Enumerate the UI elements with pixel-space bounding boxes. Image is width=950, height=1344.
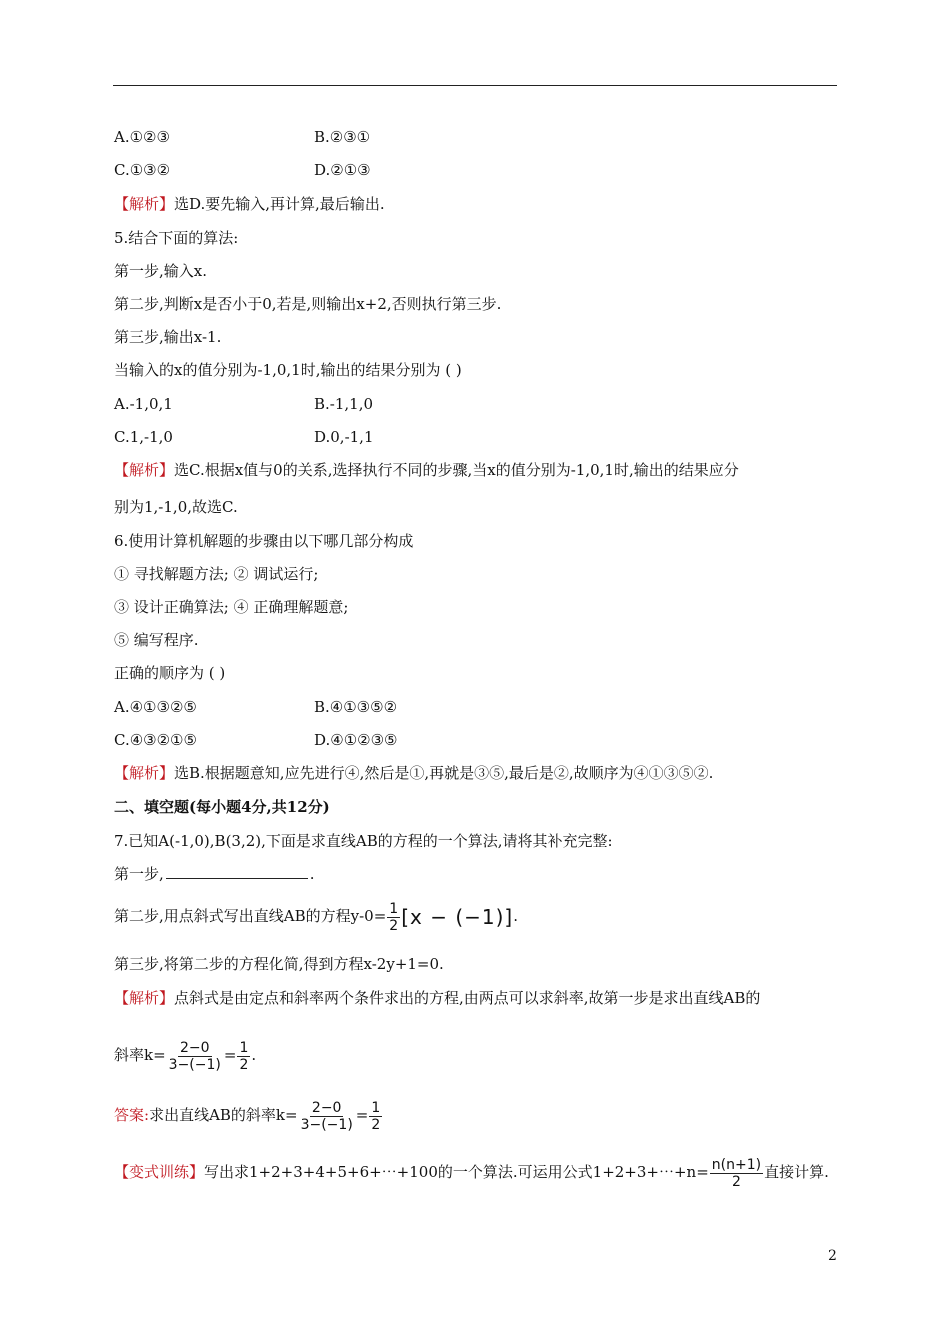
q7-stem: 7.已知A(-1,0),B(3,2),下面是求直线AB的方程的一个算法,请将其补充完整:	[114, 832, 613, 850]
fraction-denominator: 2	[389, 917, 399, 934]
q6-items-1-2: ① 寻找解题方法; ② 调试运行;	[114, 565, 319, 583]
fraction	[299, 1100, 355, 1133]
q6-option-a: A.④①③②⑤	[114, 698, 197, 716]
q5-question: 当输入的x的值分别为-1,0,1时,输出的结果分别为 ( )	[114, 361, 462, 379]
q5-option-a: A.-1,0,1	[114, 395, 173, 413]
fraction-denominator: 3−(−1)	[168, 1056, 221, 1073]
q7-step2-period: .	[513, 907, 518, 925]
q7-step1-label: 第一步,	[114, 865, 164, 883]
fraction-denominator: 2	[371, 1116, 381, 1133]
q7-step2-label: 第二步,用点斜式写出直线AB的方程y-0=	[114, 907, 387, 925]
q6-option-d: D.④①②③⑤	[314, 731, 398, 749]
q6-stem: 6.使用计算机解题的步骤由以下哪几部分构成	[114, 532, 414, 550]
slope-period: .	[251, 1046, 257, 1064]
q4-options-row2	[114, 160, 371, 180]
analysis-tag: 【解析】	[114, 461, 175, 479]
variant-text: 写出求1+2+3+4+5+6+⋯+100的一个算法.可运用公式1+2+3+⋯+n=	[204, 1163, 709, 1181]
q5-options-row1	[114, 394, 374, 414]
fraction-numerator: 1	[389, 900, 399, 917]
equals-sign: =	[223, 1046, 237, 1064]
fraction-numerator: 1	[371, 1099, 381, 1116]
fraction	[167, 1040, 223, 1073]
q5-step3: 第三步,输出x-1.	[114, 328, 222, 346]
fraction-denominator: 2	[731, 1173, 741, 1190]
q6-question: 正确的顺序为 ( )	[114, 664, 226, 682]
slope-label: 斜率k=	[114, 1046, 166, 1064]
q5-analysis-line2: 别为1,-1,0,故选C.	[114, 498, 238, 516]
variant-tag: 【变式训练】	[114, 1163, 205, 1181]
fraction	[387, 901, 400, 934]
q4-option-c: C.①③②	[114, 161, 171, 179]
q7-step1	[114, 864, 315, 884]
fraction-denominator: 3−(−1)	[300, 1116, 353, 1133]
q4-analysis	[114, 194, 385, 214]
q5-step1: 第一步,输入x.	[114, 262, 207, 280]
q5-option-d: D.0,-1,1	[314, 428, 374, 446]
q5-analysis-line1	[114, 460, 739, 480]
q6-item-5: ⑤ 编写程序.	[114, 631, 199, 649]
analysis-tag: 【解析】	[114, 989, 175, 1007]
variant-suffix: 直接计算.	[764, 1163, 829, 1181]
page-number: 2	[828, 1248, 837, 1264]
q6-items-3-4: ③ 设计正确算法; ④ 正确理解题意;	[114, 598, 349, 616]
analysis-text: 选D.要先输入,再计算,最后输出.	[174, 195, 385, 213]
fraction-numerator: 2−0	[311, 1099, 342, 1116]
q7-step1-period: .	[309, 865, 315, 883]
q5-options-row2	[114, 427, 374, 447]
q4-option-a: A.①②③	[114, 128, 170, 146]
q5-option-b: B.-1,1,0	[314, 395, 374, 413]
bracket-expression: [x − (−1)]	[401, 905, 514, 929]
fraction-numerator: n(n+1)	[711, 1156, 762, 1173]
answer-blank	[166, 864, 308, 879]
analysis-tag: 【解析】	[114, 764, 175, 782]
q7-analysis	[114, 988, 760, 1008]
fraction	[237, 1040, 250, 1073]
fraction	[710, 1157, 763, 1190]
answer-tag: 答案:	[114, 1106, 150, 1124]
q6-analysis	[114, 763, 713, 783]
answer-text: 求出直线AB的斜率k=	[149, 1106, 298, 1124]
fraction-numerator: 1	[239, 1039, 249, 1056]
analysis-text: 选C.根据x值与0的关系,选择执行不同的步骤,当x的值分别为-1,0,1时,输出的结果应分	[174, 461, 739, 479]
variant-training	[114, 1152, 829, 1192]
q7-step2	[114, 898, 518, 935]
q7-step3: 第三步,将第二步的方程化简,得到方程x-2y+1=0.	[114, 955, 444, 973]
q5-step2: 第二步,判断x是否小于0,若是,则输出x+2,否则执行第三步.	[114, 295, 502, 313]
q6-option-b: B.④①③⑤②	[314, 698, 398, 716]
analysis-text: 点斜式是由定点和斜率两个条件求出的方程,由两点可以求斜率,故第一步是求出直线AB的	[174, 989, 761, 1007]
q7-answer-line	[114, 1095, 383, 1135]
fraction	[369, 1100, 382, 1133]
section-heading: 二、填空题(每小题4分,共12分)	[114, 798, 330, 816]
q5-stem: 5.结合下面的算法:	[114, 229, 239, 247]
analysis-text: 选B.根据题意知,应先进行④,然后是①,再就是③⑤,最后是②,故顺序为④①③⑤②.	[174, 764, 714, 782]
analysis-tag: 【解析】	[114, 195, 175, 213]
header-rule	[113, 85, 837, 86]
q4-option-b: B.②③①	[314, 128, 371, 146]
q5-option-c: C.1,-1,0	[114, 428, 173, 446]
q4-option-d: D.②①③	[314, 161, 371, 179]
q4-options-row1	[114, 127, 371, 147]
q6-options-row1	[114, 697, 398, 717]
q6-option-c: C.④③②①⑤	[114, 731, 197, 749]
q7-slope-line	[114, 1035, 256, 1075]
fraction-denominator: 2	[239, 1056, 249, 1073]
fraction-numerator: 2−0	[180, 1039, 210, 1056]
equals-sign: =	[355, 1106, 369, 1124]
q6-options-row2	[114, 730, 398, 750]
